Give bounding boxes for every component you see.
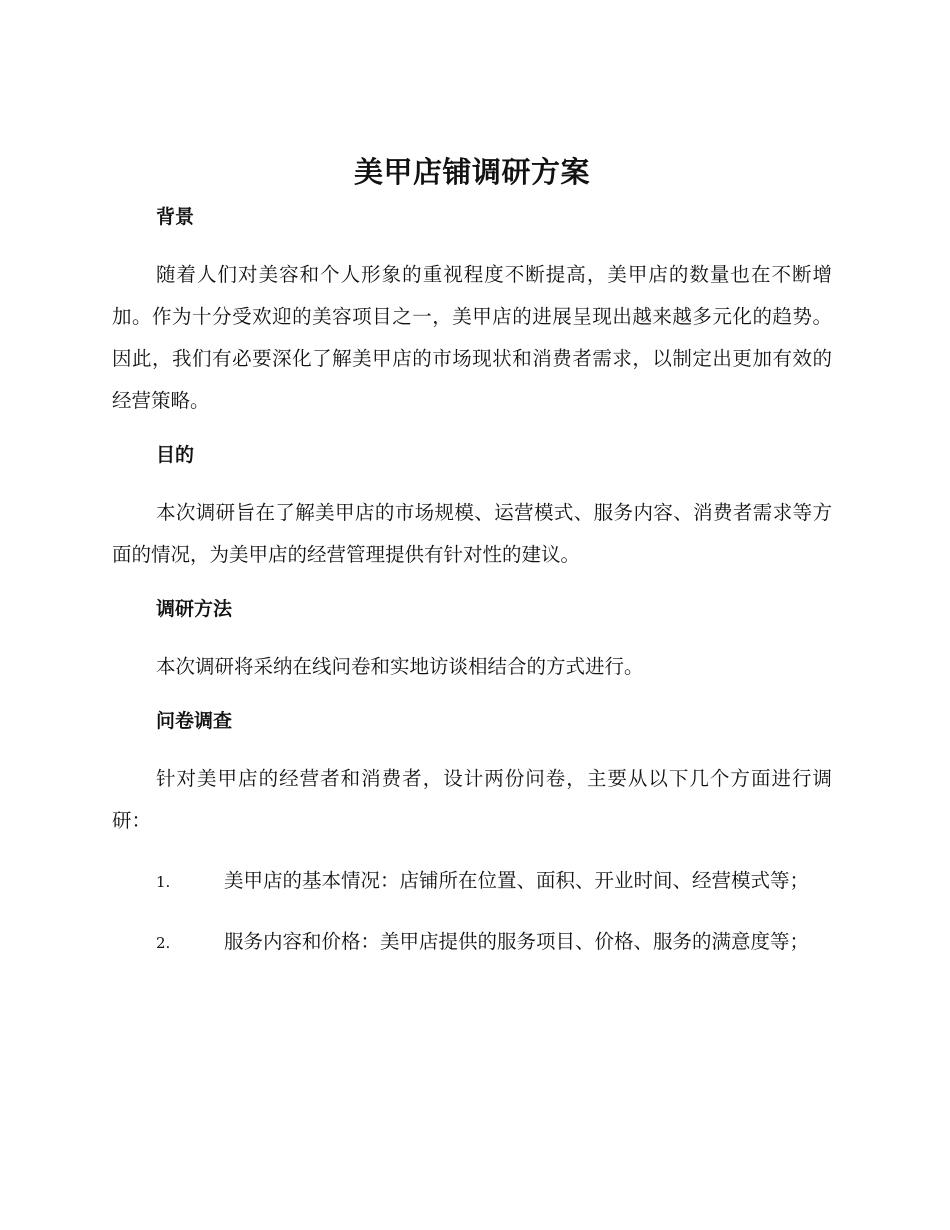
- section-purpose: [112, 440, 832, 576]
- section-heading-purpose: 目的: [156, 444, 195, 466]
- list-item: [112, 921, 832, 964]
- section-heading-background: 背景: [156, 206, 195, 228]
- section-background: [112, 202, 832, 422]
- document-body: [112, 150, 832, 982]
- list-item-text: 服务内容和价格：美甲店提供的服务项目、价格、服务的满意度等；: [224, 930, 810, 953]
- list-item-number: 2.: [156, 934, 171, 952]
- section-paragraph-method: 本次调研将采纳在线问卷和实地访谈相结合的方式进行。: [156, 655, 644, 678]
- section-paragraph-questionnaire: 针对美甲店的经营者和消费者，设计两份问卷，主要从以下几个方面进行调研：: [112, 767, 832, 832]
- section-heading-method: 调研方法: [156, 598, 233, 620]
- list-item-number: 1.: [156, 873, 171, 891]
- section-paragraph-purpose: 本次调研旨在了解美甲店的市场规模、运营模式、服务内容、消费者需求等方面的情况，为美甲店的经营管理提供有针对性的建议。: [112, 501, 832, 566]
- section-questionnaire: [112, 706, 832, 964]
- list-item: [112, 860, 832, 903]
- questionnaire-list: [112, 860, 832, 964]
- document-title: 美甲店铺调研方案: [353, 155, 590, 189]
- list-item-text: 美甲店的基本情况：店铺所在位置、面积、开业时间、经营模式等；: [224, 869, 810, 892]
- section-paragraph-background: 随着人们对美容和个人形象的重视程度不断提高，美甲店的数量也在不断增加。作为十分受欢迎的美容项目之一，美甲店的进展呈现出越来越多元化的趋势。因此，我们有必要深化了解美甲店的市场现状和消费者需求，以制定出更加有效的经营策略。: [112, 263, 832, 412]
- section-heading-questionnaire: 问卷调查: [156, 710, 233, 732]
- section-method: [112, 594, 832, 688]
